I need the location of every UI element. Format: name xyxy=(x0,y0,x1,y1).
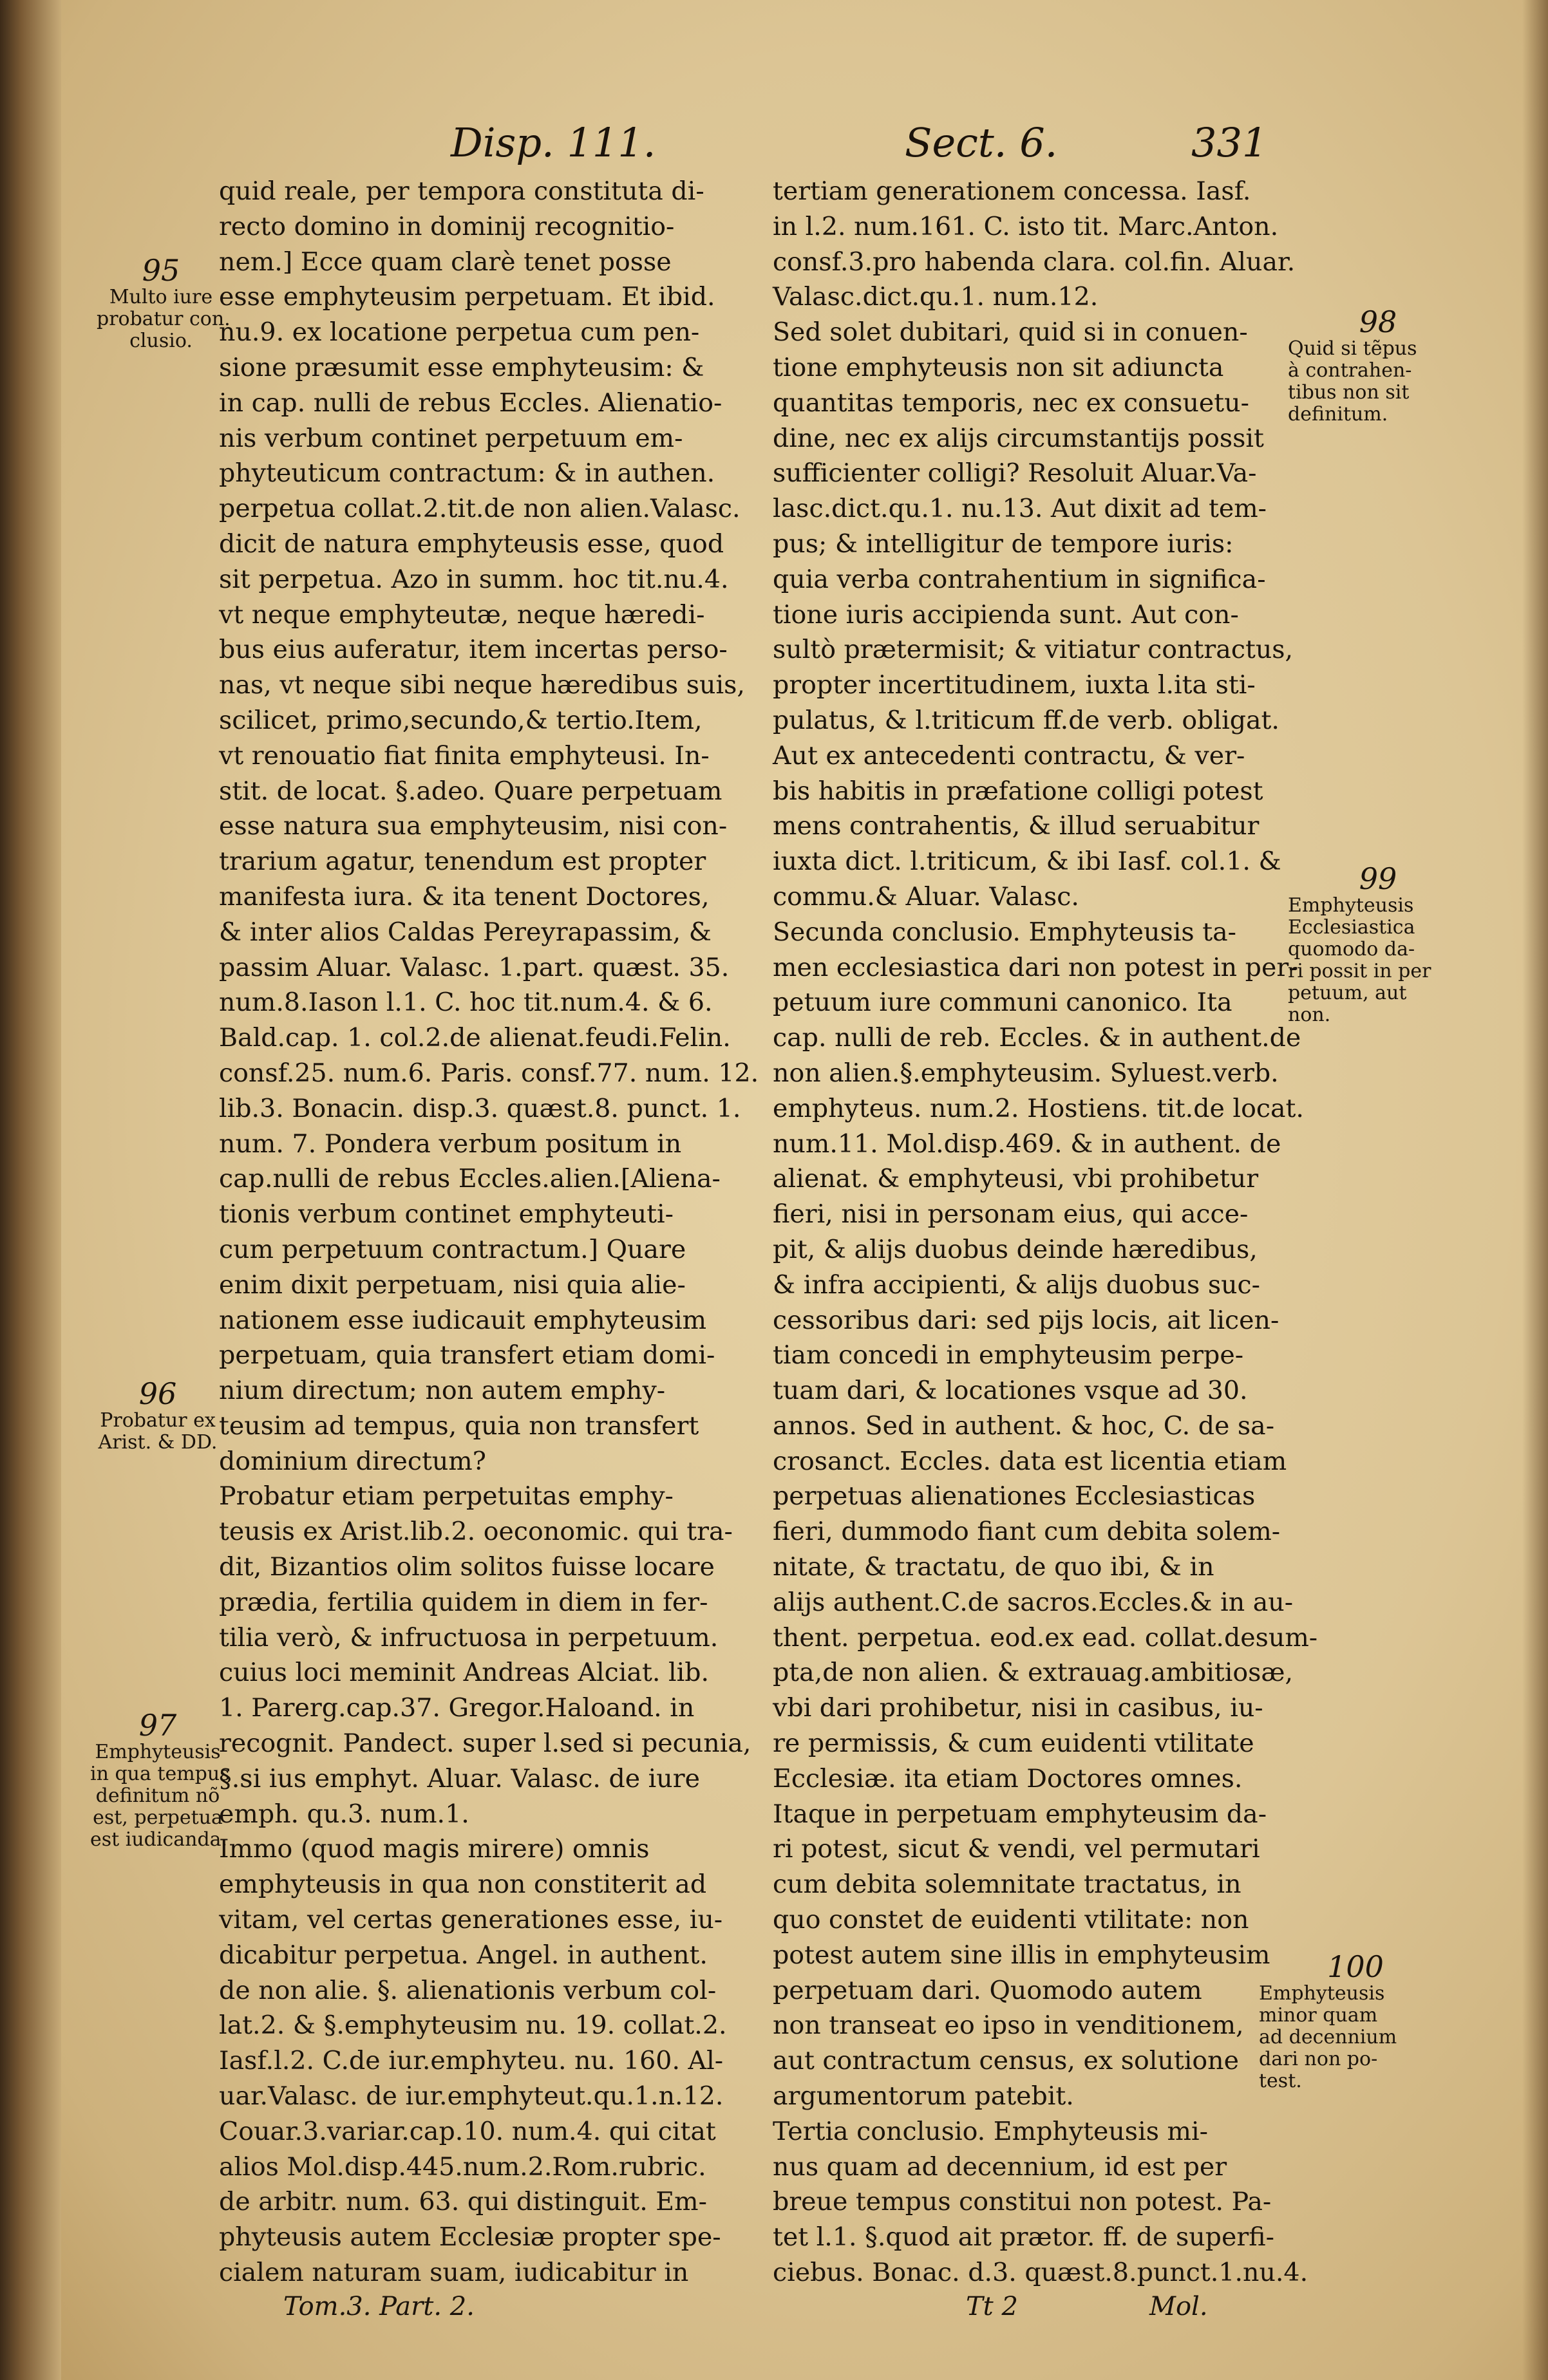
text-line: nu.9. ex locatione perpetua cum pen- xyxy=(219,317,700,348)
text-line: num. 7. Pondera verbum positum in xyxy=(219,1129,682,1159)
text-line: potest autem sine illis in emphyteusim xyxy=(773,1940,1270,1970)
text-line: pit, & alijs duobus deinde hæredibus, xyxy=(773,1234,1258,1264)
text-line: pus; & intelligitur de tempore iuris: xyxy=(773,529,1234,559)
text-line: num.8.Iason l.1. C. hoc tit.num.4. & 6. xyxy=(219,988,713,1018)
text-line: argumentorum patebit. xyxy=(773,2081,1074,2112)
text-line: dine, nec ex alijs circumstantijs possit xyxy=(773,423,1264,453)
text-line: quantitas temporis, nec ex consuetu- xyxy=(773,388,1249,418)
text-line: tiam concedi in emphyteusim perpe- xyxy=(773,1340,1244,1371)
text-line: recognit. Pandect. super l.sed si pecunia, xyxy=(219,1729,751,1759)
text-line: de arbitr. num. 63. qui distinguit. Em- xyxy=(219,2187,707,2217)
text-line: bis habitis in præfatione colligi potest xyxy=(773,776,1263,806)
text-line: tionis verbum continet emphyteuti- xyxy=(219,1199,674,1230)
text-line: esse natura sua emphyteusim, nisi con- xyxy=(219,811,728,841)
text-line: & infra accipienti, & alijs duobus suc- xyxy=(773,1270,1261,1300)
margin-note-98: 98 Quid si tẽpus à contrahen- tibus non sit definitum. xyxy=(1288,306,1468,426)
text-line: lasc.dict.qu.1. nu.13. Aut dixit ad tem- xyxy=(773,494,1267,524)
text-line: thent. perpetua. eod.ex ead. collat.desum- xyxy=(773,1622,1318,1653)
text-line: lib.3. Bonacin. disp.3. quæst.8. punct. 1. xyxy=(219,1093,741,1123)
text-line: breue tempus constitui non potest. Pa- xyxy=(773,2187,1272,2217)
margin-note-number: 97 xyxy=(138,1708,177,1743)
footer-volume: Tom.3. Part. 2. xyxy=(283,2292,475,2321)
text-line: tertiam generationem concessa. Iasf. xyxy=(773,176,1251,206)
text-line: emphyteusis in qua non constiterit ad xyxy=(219,1869,707,1900)
text-line: annos. Sed in authent. & hoc, C. de sa- xyxy=(773,1410,1275,1441)
text-line: alienat. & emphyteusi, vbi prohibetur xyxy=(773,1164,1259,1194)
margin-note-99: 99 Emphyteusis Ecclesiastica quomodo da- ri possit in per petuum, aut non. xyxy=(1288,863,1468,1026)
text-line: vt renouatio fiat finita emphyteusi. In- xyxy=(219,740,710,771)
text-line: consf.25. num.6. Paris. consf.77. num. 12. xyxy=(219,1058,759,1088)
text-line: teusim ad tempus, quia non transfert xyxy=(219,1410,699,1441)
text-line: quia verba contrahentium in significa- xyxy=(773,564,1266,594)
text-line: alijs authent.C.de sacros.Eccles.& in au- xyxy=(773,1587,1294,1617)
text-line: crosanct. Eccles. data est licentia etiam xyxy=(773,1446,1287,1476)
text-line: men ecclesiastica dari non potest in per- xyxy=(773,952,1298,982)
text-line: Valasc.dict.qu.1. num.12. xyxy=(773,282,1099,312)
text-line: Couar.3.variar.cap.10. num.4. qui citat xyxy=(219,2116,716,2146)
text-line: quid reale, per tempora constituta di- xyxy=(219,176,704,206)
margin-note-number: 99 xyxy=(1359,861,1397,896)
text-line: Tertia conclusio. Emphyteusis mi- xyxy=(773,2116,1208,2146)
text-line: ciebus. Bonac. d.3. quæst.8.punct.1.nu.4. xyxy=(773,2258,1308,2288)
text-line: perpetua collat.2.tit.de non alien.Valasc. xyxy=(219,494,741,524)
text-line: mens contrahentis, & illud seruabitur xyxy=(773,811,1260,841)
text-line: & inter alios Caldas Pereyrapassim, & xyxy=(219,917,712,947)
text-line: cum debita solemnitate tractatus, in xyxy=(773,1869,1241,1900)
text-line: in l.2. num.161. C. isto tit. Marc.Anton. xyxy=(773,211,1279,241)
text-line: bus eius auferatur, item incertas perso- xyxy=(219,635,728,665)
text-line: vitam, vel certas generationes esse, iu- xyxy=(219,1905,723,1935)
text-line: vt neque emphyteutæ, neque hæredi- xyxy=(219,599,705,630)
right-text-column xyxy=(773,174,1318,2291)
text-line: non alien.§.emphyteusim. Syluest.verb. xyxy=(773,1058,1279,1088)
text-line: perpetuas alienationes Ecclesiasticas xyxy=(773,1481,1256,1512)
text-line: fieri, nisi in personam eius, qui acce- xyxy=(773,1199,1249,1230)
text-line: nem.] Ecce quam clarè tenet posse xyxy=(219,247,672,277)
text-line: commu.& Aluar. Valasc. xyxy=(773,881,1079,912)
text-line: consf.3.pro habenda clara. col.fin. Aluar. xyxy=(773,247,1296,277)
text-line: tione iuris accipienda sunt. Aut con- xyxy=(773,599,1239,630)
left-text-column xyxy=(219,174,759,2291)
text-line: quo constet de euidenti vtilitate: non xyxy=(773,1905,1249,1935)
text-line: Aut ex antecedenti contractu, & ver- xyxy=(773,740,1245,771)
text-line: nas, vt neque sibi neque hæredibus suis, xyxy=(219,670,745,700)
text-line: dit, Bizantios olim solitos fuisse locare xyxy=(219,1552,715,1582)
text-line: nus quam ad decennium, id est per xyxy=(773,2151,1227,2182)
margin-note-number: 95 xyxy=(142,253,180,288)
page-edge-shadow xyxy=(1522,0,1548,2380)
text-line: cap.nulli de rebus Eccles.alien.[Aliena- xyxy=(219,1164,721,1194)
text-line: nationem esse iudicauit emphyteusim xyxy=(219,1305,707,1335)
text-line: pulatus, & l.triticum ff.de verb. obligat. xyxy=(773,705,1279,735)
binding-gutter xyxy=(0,0,61,2380)
text-line: pta,de non alien. & extrauag.ambitiosæ, xyxy=(773,1658,1294,1688)
text-line: cuius loci meminit Andreas Alciat. lib. xyxy=(219,1658,710,1688)
margin-note-number: 98 xyxy=(1359,305,1397,339)
text-line: emph. qu.3. num.1. xyxy=(219,1799,469,1829)
text-line: propter incertitudinem, iuxta l.ita sti- xyxy=(773,670,1256,700)
text-line: trarium agatur, tenendum est propter xyxy=(219,847,706,877)
text-line: Bald.cap. 1. col.2.de alienat.feudi.Felin. xyxy=(219,1023,731,1053)
text-line: 1. Parerg.cap.37. Gregor.Haloand. in xyxy=(219,1693,695,1723)
text-line: cap. nulli de reb. Eccles. & in authent.de xyxy=(773,1023,1301,1053)
margin-note-number: 96 xyxy=(138,1376,177,1411)
header-disputation: Disp. 111. xyxy=(451,119,656,166)
text-line: esse emphyteusim perpetuam. Et ibid. xyxy=(219,282,715,312)
footer-signature: Tt 2 xyxy=(966,2292,1018,2321)
text-line: enim dixit perpetuam, nisi quia alie- xyxy=(219,1270,686,1300)
text-line: ri potest, sicut & vendi, vel permutari xyxy=(773,1834,1260,1864)
text-line: sione præsumit esse emphyteusim: & xyxy=(219,352,704,382)
running-header xyxy=(0,119,1548,177)
text-line: Immo (quod magis mirere) omnis xyxy=(219,1834,650,1864)
text-line: scilicet, primo,secundo,& tertio.Item, xyxy=(219,705,703,735)
text-line: Iasf.l.2. C.de iur.emphyteu. nu. 160. Al- xyxy=(219,2046,724,2076)
margin-note-95: 95 Multo iure probatur con. clusio. xyxy=(97,253,231,352)
text-line: phyteuticum contractum: & in authen. xyxy=(219,458,715,489)
text-line: Itaque in perpetuam emphyteusim da- xyxy=(773,1799,1267,1829)
text-line: Secunda conclusio. Emphyteusis ta- xyxy=(773,917,1236,947)
text-line: cialem naturam suam, iudicabitur in xyxy=(219,2258,689,2288)
text-line: aut contractum census, ex solutione xyxy=(773,2046,1239,2076)
page-number: 331 xyxy=(1191,119,1268,166)
text-line: §.si ius emphyt. Aluar. Valasc. de iure xyxy=(219,1763,701,1794)
text-line: tione emphyteusis non sit adiuncta xyxy=(773,352,1224,382)
text-line: sufficienter colligi? Resoluit Aluar.Va- xyxy=(773,458,1257,489)
text-line: sit perpetua. Azo in summ. hoc tit.nu.4. xyxy=(219,564,729,594)
text-line: teusis ex Arist.lib.2. oeconomic. qui tra- xyxy=(219,1517,733,1547)
text-line: tuam dari, & locationes vsque ad 30. xyxy=(773,1376,1248,1406)
text-line: dicabitur perpetua. Angel. in authent. xyxy=(219,1940,708,1970)
text-line: perpetuam, quia transfert etiam domi- xyxy=(219,1340,715,1371)
text-line: phyteusis autem Ecclesiæ propter spe- xyxy=(219,2222,721,2253)
text-line: tilia verò, & infructuosa in perpetuum. xyxy=(219,1622,719,1653)
text-line: Ecclesiæ. ita etiam Doctores omnes. xyxy=(773,1763,1243,1794)
text-line: lat.2. & §.emphyteusim nu. 19. collat.2. xyxy=(219,2010,727,2041)
footer-catchword: Mol. xyxy=(1149,2292,1208,2321)
text-line: cum perpetuum contractum.] Quare xyxy=(219,1234,686,1264)
text-line: nium directum; non autem emphy- xyxy=(219,1376,666,1406)
text-line: petuum iure communi canonico. Ita xyxy=(773,988,1232,1018)
text-line: nitate, & tractatu, de quo ibi, & in xyxy=(773,1552,1214,1582)
text-line: prædia, fertilia quidem in diem in fer- xyxy=(219,1587,708,1617)
text-line: dominium directum? xyxy=(219,1446,486,1476)
text-line: num.11. Mol.disp.469. & in authent. de xyxy=(773,1129,1281,1159)
text-line: Sed solet dubitari, quid si in conuen- xyxy=(773,317,1248,348)
text-line: tet l.1. §.quod ait prætor. ff. de superfi- xyxy=(773,2222,1274,2253)
text-line: vbi dari prohibetur, nisi in casibus, iu- xyxy=(773,1693,1263,1723)
text-line: dicit de natura emphyteusis esse, quod xyxy=(219,529,724,559)
margin-note-number: 100 xyxy=(1327,1949,1384,1984)
text-line: re permissis, & cum euidenti vtilitate xyxy=(773,1729,1254,1759)
text-line: nis verbum continet perpetuum em- xyxy=(219,423,683,453)
margin-note-96: 96 Probatur ex Arist. & DD. xyxy=(90,1378,225,1454)
text-line: alios Mol.disp.445.num.2.Rom.rubric. xyxy=(219,2151,706,2182)
text-line: de non alie. §. alienationis verbum col- xyxy=(219,1975,717,2005)
text-line: in cap. nulli de rebus Eccles. Alienatio- xyxy=(219,388,722,418)
text-line: iuxta dict. l.triticum, & ibi Iasf. col.1. & xyxy=(773,847,1281,877)
text-line: fieri, dummodo fiant cum debita solem- xyxy=(773,1517,1281,1547)
text-line: recto domino in dominij recognitio- xyxy=(219,211,675,241)
text-line: perpetuam dari. Quomodo autem xyxy=(773,1975,1202,2005)
header-section: Sect. 6. xyxy=(905,119,1058,166)
text-line: emphyteus. num.2. Hostiens. tit.de locat. xyxy=(773,1093,1304,1123)
text-line: cessoribus dari: sed pijs locis, ait licen- xyxy=(773,1305,1279,1335)
text-line: manifesta iura. & ita tenent Doctores, xyxy=(219,881,710,912)
text-line: uar.Valasc. de iur.emphyteut.qu.1.n.12. xyxy=(219,2081,724,2112)
text-line: Probatur etiam perpetuitas emphy- xyxy=(219,1481,674,1512)
text-line: stit. de locat. §.adeo. Quare perpetuam xyxy=(219,776,722,806)
text-line: non transeat eo ipso in venditionem, xyxy=(773,2010,1244,2041)
margin-note-97: 97 Emphyteusis in qua tempus definitum nõ est, perpetua est iudicanda. xyxy=(90,1708,230,1851)
text-line: passim Aluar. Valasc. 1.part. quæst. 35. xyxy=(219,952,730,982)
margin-note-100: 100 Emphyteusis minor quam ad decennium dari non po- test. xyxy=(1259,1951,1452,2092)
text-line: sultò prætermisit; & vitiatur contractus, xyxy=(773,635,1294,665)
